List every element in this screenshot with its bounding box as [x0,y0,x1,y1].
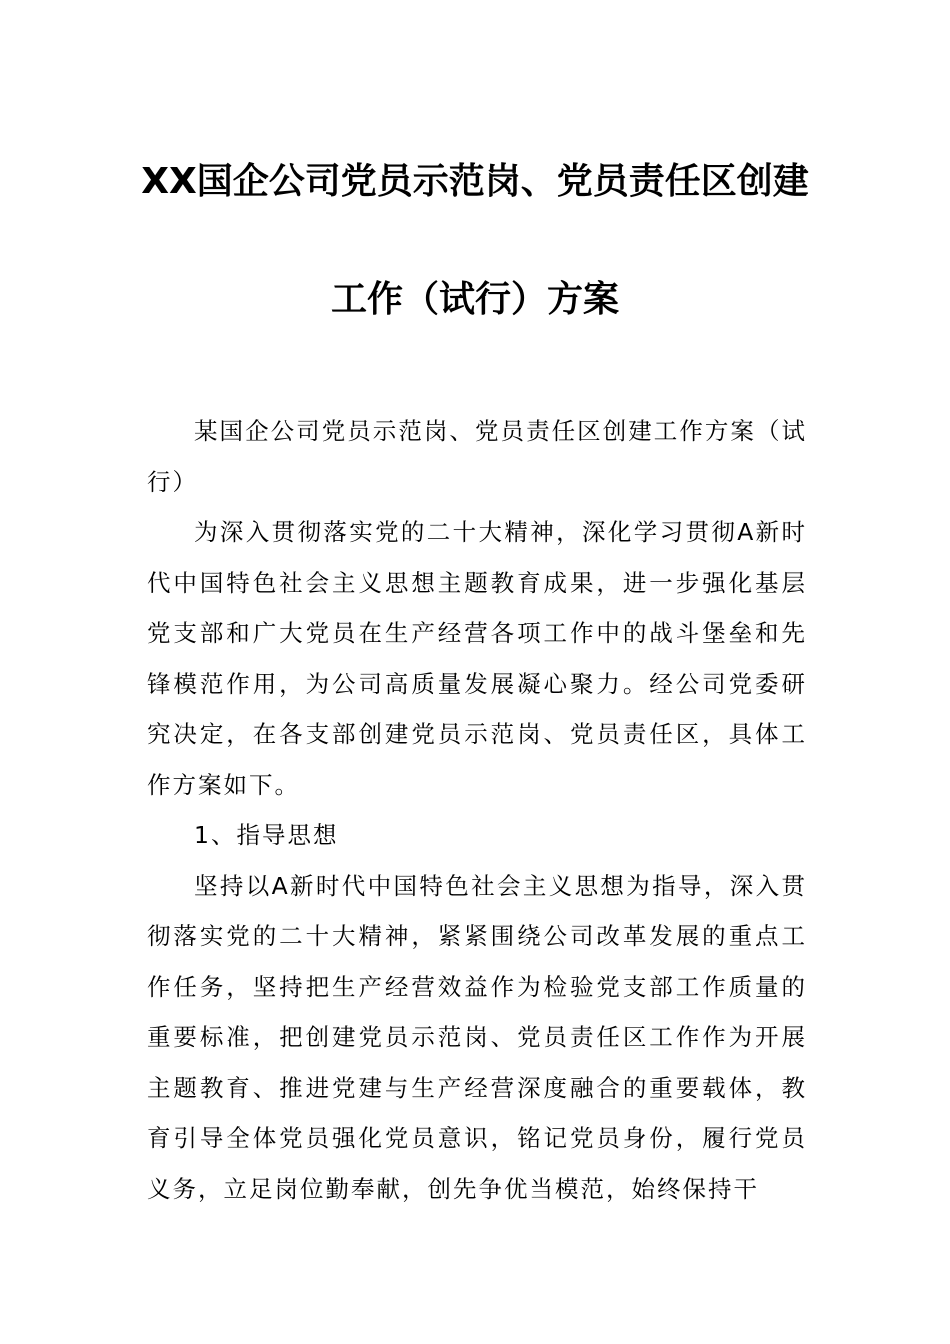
purpose-paragraph: 为深入贯彻落实党的二十大精神，深化学习贯彻A新时代中国特色社会主义思想主题教育成果，进一步强化基层党支部和广大党员在生产经营各项工作中的战斗堡垒和先锋模范作用，为公司高质量发展凝心聚力。经公司党委研究决定，在各支部创建党员示范岗、党员责任区，具体工作方案如下。 [147,518,807,799]
document-title-line-2: 工作（试行）方案 [330,279,619,320]
section-heading-guiding-ideology: 1、指导思想 [194,821,339,849]
document-body [147,406,807,1214]
document-title-line-1: XX国企公司党员示范岗、党员责任区创建 [141,161,809,202]
guiding-ideology-paragraph: 坚持以A新时代中国特色社会主义思想为指导，深入贯彻落实党的二十大精神，紧紧围绕公司改革发展的重点工作任务，坚持把生产经营效益作为检验党支部工作质量的重要标准，把创建党员示范岗、党员责任区工作作为开展主题教育、推进党建与生产经营深度融合的重要载体，教育引导全体党员强化党员意识，铭记党员身份，履行党员义务，立足岗位勤奉献，创先争优当模范，始终保持干 [147,871,807,1203]
intro-paragraph: 某国企公司党员示范岗、党员责任区创建工作方案（试行） [147,417,807,496]
